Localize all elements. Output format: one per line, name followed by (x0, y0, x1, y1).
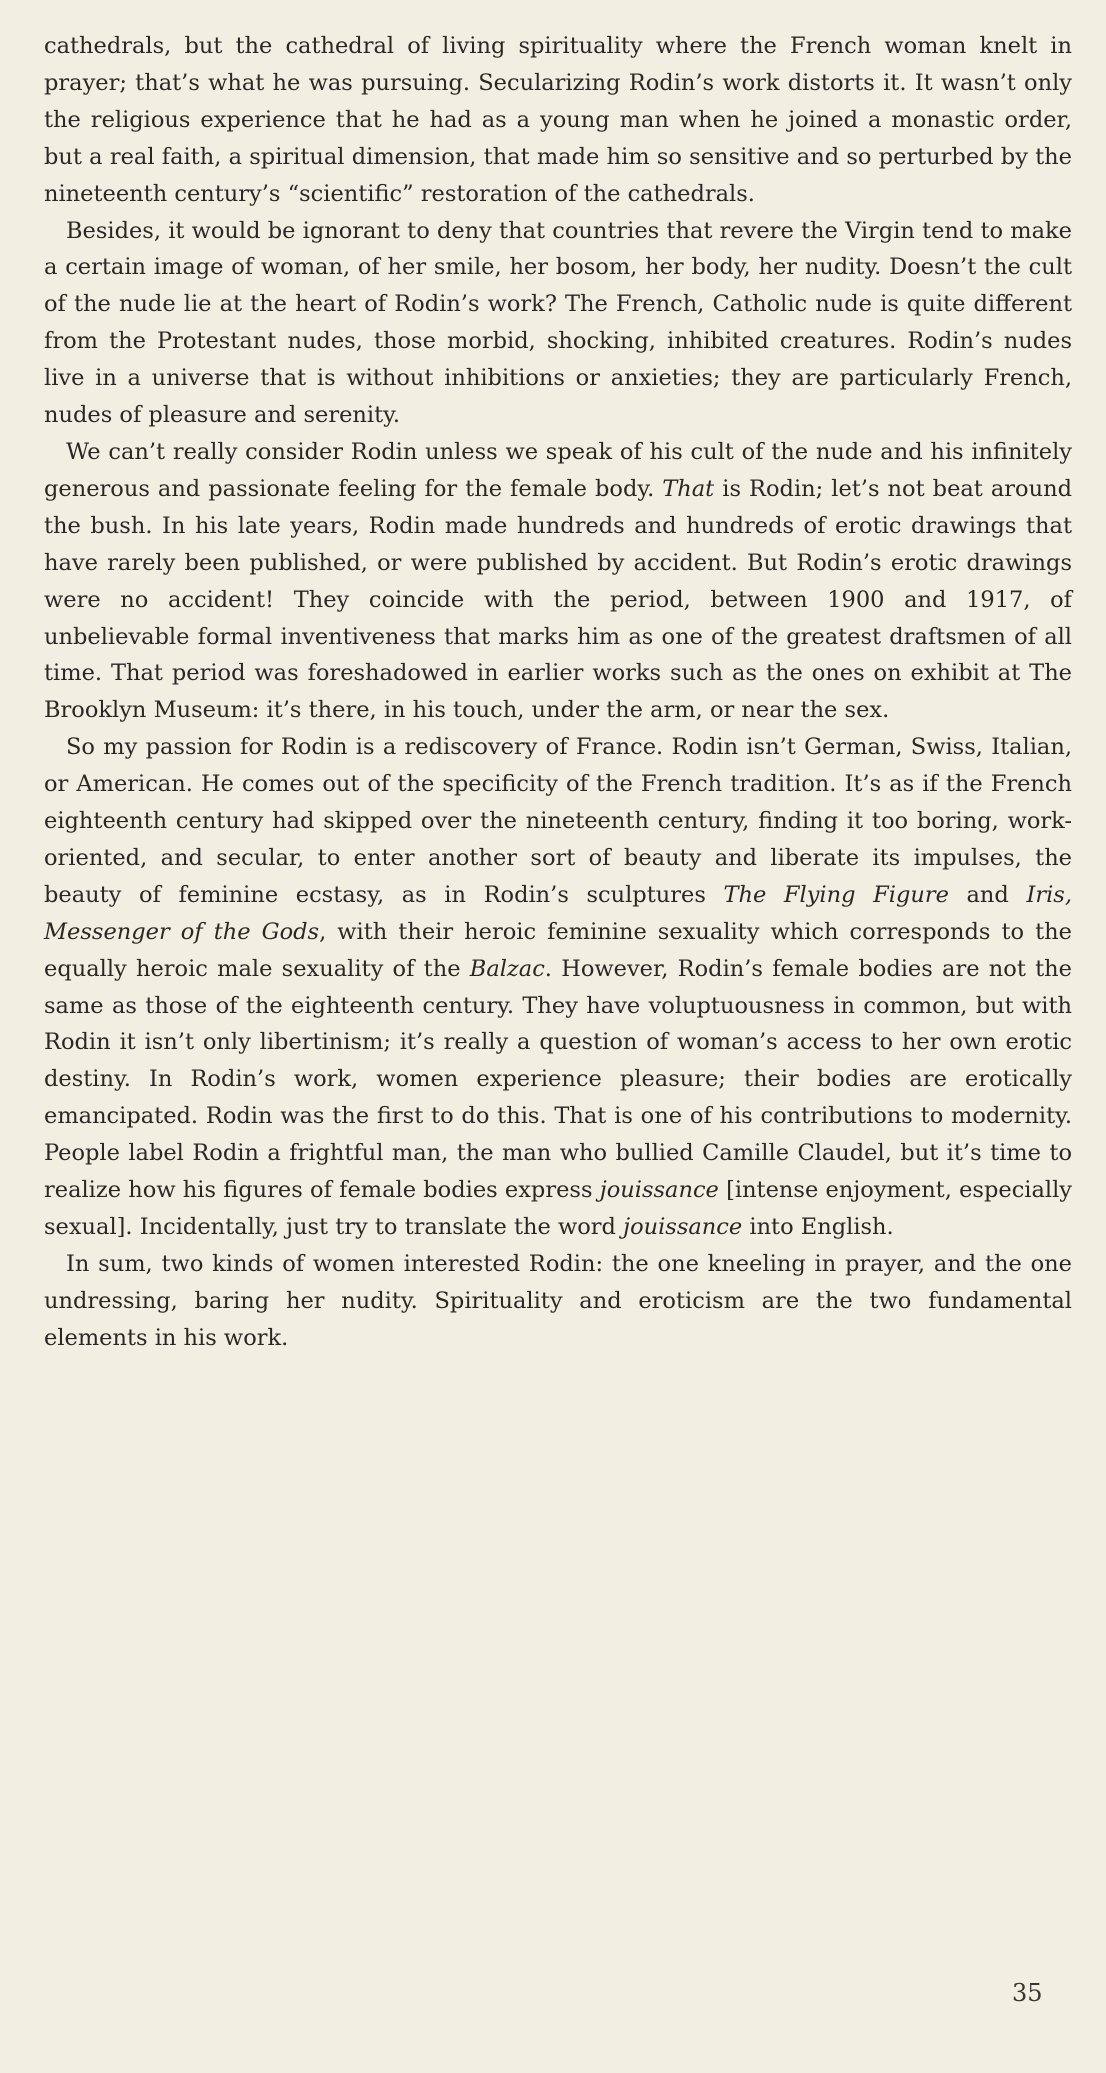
page-number: 35 (1012, 1979, 1043, 2007)
italic-text: Balzac (469, 955, 545, 982)
paragraph-2: Besides, it would be ignorant to deny that countries that revere the Virgin tend to make a certain image of woman, of her smile, her bosom, her body, her nudity. Doesn’t the cult of the nude lie at the heart of Rodin’s work? The French, Catholic nude is quite different from the Protestant nudes, those morbid, shocking, inhibited creatures. Rodin’s nudes live in a universe that is without inhibitions or anxieties; they are particularly French, nudes of pleasure and serenity. (44, 217, 1072, 429)
italic-text: That (662, 475, 715, 502)
italic-text: The Flying Figure (723, 881, 949, 908)
paragraph-5: In sum, two kinds of women interested Rodin: the one kneeling in prayer, and the one undressing, baring her nudity. Spirituality and eroticism are the two fundamental elements in his work. (44, 1250, 1072, 1351)
paragraph-4: So my passion for Rodin is a rediscovery of France. Rodin isn’t German, Swiss, Italian, or American. He comes out of the specificity of the French tradition. It’s as if the French eighteenth century had skipped over the nineteenth century, finding it too boring, work-oriented, and secular, to enter another sort of beauty and liberate its impulses, the beauty of feminine ecstasy, as in Rodin’s sculptures The Flying Figure and Iris, Messenger of the Gods, with their heroic feminine sexuality which corresponds to the equally heroic male sexuality of the Balzac. However, Rodin’s female bodies are not the same as those of the eighteenth century. They have voluptuousness in common, but with Rodin it isn’t only libertinism; it’s really a question of woman’s access to her own erotic destiny. In Rodin’s work, women experience pleasure; their bodies are erotically emancipated. Rodin was the first to do this. That is one of his contributions to modernity. People label Rodin a frightful man, the man who bullied Camille Claudel, but it’s time to realize how his figures of female bodies express jouissance [intense enjoyment, especially sexual]. Incidentally, just try to translate the word jouissance into English. (44, 734, 1073, 1240)
italic-text: jouissance (623, 1214, 743, 1240)
paragraph-3: We can’t really consider Rodin unless we speak of his cult of the nude and his infinitely generous and passionate feeling for the female body. That is Rodin; let’s not beat around the bush. In his late years, Rodin made hundreds and hundreds of erotic drawings that have rarely been published, or were published by accident. But Rodin’s erotic drawings were no accident! They coincide with the period, between 1900 and 1917, of unbelievable formal inventiveness that marks him as one of the greatest draftsmen of all time. That period was foreshadowed in earlier works such as the ones on exhibit at The Brooklyn Museum: it’s there, in his touch, under the arm, or near the sex. (44, 438, 1072, 724)
paragraph-1: cathedrals, but the cathedral of living spirituality where the French woman knelt in prayer; that’s what he was pursuing. Secularizing Rodin’s work distorts it. It wasn’t only the religious experience that he had as a young man when he joined a monastic order, but a real faith, a spiritual dimension, that made him so sensitive and so perturbed by the nineteenth century’s “scientific” restoration of the cathedrals. (44, 33, 1072, 207)
italic-text: jouissance (599, 1177, 719, 1204)
body-text (44, 28, 1072, 1357)
italic-text: Iris, Messenger of the Gods (44, 881, 1072, 945)
